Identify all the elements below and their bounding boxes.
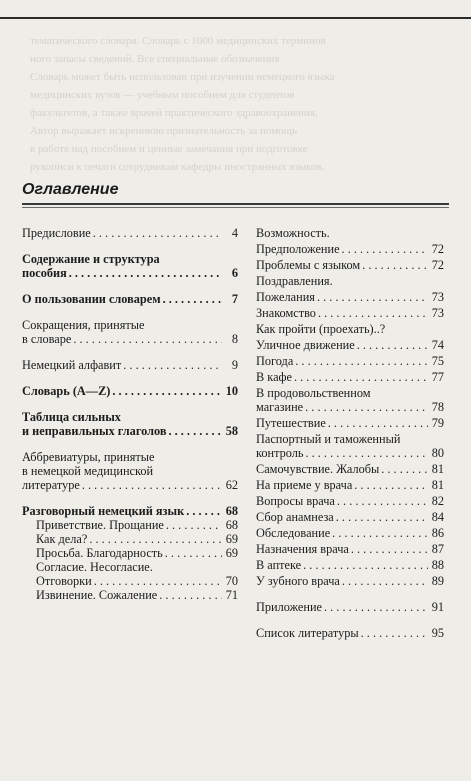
toc-entry-title: магазине xyxy=(256,400,304,414)
toc-entry[interactable] xyxy=(256,558,444,572)
leader-dots xyxy=(342,574,428,588)
toc-entry[interactable] xyxy=(22,546,238,560)
toc-entry-title: У зубного врача xyxy=(256,574,340,588)
leader-dots xyxy=(328,416,428,430)
toc-entry-title: Предисловие xyxy=(22,226,91,240)
toc-entry-title: Проблемы с языком xyxy=(256,258,361,272)
toc-entry-title: На приеме у врача xyxy=(256,478,353,492)
toc-page-number: 68 xyxy=(225,518,238,532)
leader-dots xyxy=(361,626,428,640)
toc-entry[interactable] xyxy=(256,274,444,288)
toc-page-number: 58 xyxy=(225,424,238,438)
toc-page-number: 89 xyxy=(431,574,444,588)
toc-entry[interactable] xyxy=(256,370,444,384)
toc-entry[interactable] xyxy=(256,258,444,272)
toc-page-number: 75 xyxy=(431,354,444,368)
toc-entry[interactable] xyxy=(22,574,238,588)
toc-entry[interactable] xyxy=(22,410,238,438)
toc-entry[interactable] xyxy=(22,292,238,306)
toc-page-number: 8 xyxy=(231,332,238,346)
toc-entry-title: Знакомство xyxy=(256,306,316,320)
leader-dots xyxy=(166,518,222,532)
toc-entry-title: В кафе xyxy=(256,370,292,384)
toc-entry[interactable] xyxy=(256,290,444,304)
toc-page-number: 86 xyxy=(431,526,444,540)
leader-dots xyxy=(357,338,428,352)
toc-page-number: 69 xyxy=(225,546,238,560)
toc-entry-title: Погода xyxy=(256,354,294,368)
leader-dots xyxy=(165,546,222,560)
toc-page-number: 74 xyxy=(431,338,444,352)
leader-dots xyxy=(332,526,428,540)
toc-entry-title: Немецкий алфавит xyxy=(22,358,122,372)
leader-dots xyxy=(82,478,222,492)
leader-dots xyxy=(303,558,428,572)
toc-entry-title: Приложение xyxy=(256,600,322,614)
leader-dots xyxy=(294,370,428,384)
leader-dots xyxy=(318,306,428,320)
leader-dots xyxy=(317,290,428,304)
leader-dots xyxy=(305,446,428,460)
leader-dots xyxy=(89,532,222,546)
toc-entry-title: Уличное движение xyxy=(256,338,355,352)
toc-page-number: 78 xyxy=(431,400,444,414)
toc-entry[interactable] xyxy=(256,338,444,352)
leader-dots xyxy=(73,332,222,346)
toc-page-number: 82 xyxy=(431,494,444,508)
leader-dots xyxy=(337,494,428,508)
toc-page-number: 69 xyxy=(225,532,238,546)
toc-page-number: 68 xyxy=(225,504,238,518)
toc-entry[interactable] xyxy=(22,226,238,240)
toc-page-number: 72 xyxy=(431,242,444,256)
toc-entry-title: Назначения врача xyxy=(256,542,349,556)
leader-dots xyxy=(305,400,428,414)
toc-page-number: 79 xyxy=(431,416,444,430)
toc-entry-title: Таблица сильных xyxy=(22,410,121,424)
toc-entry[interactable] xyxy=(256,416,444,430)
toc-entry-title: Извинение. Сожаление xyxy=(36,588,158,602)
leader-dots xyxy=(381,462,428,476)
header-rule xyxy=(0,17,471,19)
toc-page-number: 73 xyxy=(431,306,444,320)
toc-right-column xyxy=(256,226,444,640)
leader-dots xyxy=(94,574,222,588)
leader-dots xyxy=(336,510,428,524)
toc-entry[interactable] xyxy=(256,386,444,414)
toc-entry-title: Путешествие xyxy=(256,416,326,430)
toc-entry-title: в словаре xyxy=(22,332,72,346)
toc-entry[interactable] xyxy=(22,560,238,574)
heading-rule-thin xyxy=(22,207,449,208)
toc-entry-title: Как дела? xyxy=(36,532,88,546)
toc-entry-title: Аббревиатуры, принятые xyxy=(22,450,155,464)
toc-page-number: 7 xyxy=(231,292,238,306)
toc-entry-title: Самочувствие. Жалобы xyxy=(256,462,380,476)
toc-page-number: 73 xyxy=(431,290,444,304)
toc-entry-title: Разговорный немецкий язык xyxy=(22,504,185,518)
toc-entry-title: Предположение xyxy=(256,242,340,256)
toc-entry[interactable] xyxy=(22,358,238,372)
toc-entry-title: В продовольственном xyxy=(256,386,371,400)
toc-entry-title: литературе xyxy=(22,478,80,492)
toc-page-number: 88 xyxy=(431,558,444,572)
toc-page-number: 95 xyxy=(431,626,444,640)
heading-rule xyxy=(22,203,449,205)
toc-page-number: 84 xyxy=(431,510,444,524)
toc-entry-title: Поздравления. xyxy=(256,274,333,288)
toc-page-number: 77 xyxy=(431,370,444,384)
toc-entry[interactable] xyxy=(256,510,444,524)
toc-left-column xyxy=(22,226,238,602)
toc-entry-title: Сокращения, принятые xyxy=(22,318,145,332)
toc-entry-title: Обследование xyxy=(256,526,331,540)
leader-dots xyxy=(69,266,222,280)
toc-entry-title: Вопросы врача xyxy=(256,494,335,508)
toc-entry[interactable] xyxy=(22,252,238,280)
toc-entry[interactable] xyxy=(256,462,444,476)
toc-page-number: 91 xyxy=(431,600,444,614)
toc-page-number: 81 xyxy=(431,478,444,492)
toc-entry[interactable] xyxy=(22,588,238,602)
toc-page-number: 71 xyxy=(225,588,238,602)
toc-entry-title: Отговорки xyxy=(36,574,92,588)
toc-entry[interactable] xyxy=(256,574,444,588)
toc-page-number: 70 xyxy=(225,574,238,588)
toc-page-number: 4 xyxy=(231,226,238,240)
table-of-contents-heading: Оглавление xyxy=(22,181,119,198)
toc-entry-title: Возможность. xyxy=(256,226,330,240)
toc-entry[interactable] xyxy=(256,626,444,640)
toc-page-number: 72 xyxy=(431,258,444,272)
leader-dots xyxy=(295,354,428,368)
leader-dots xyxy=(342,242,428,256)
leader-dots xyxy=(123,358,222,372)
toc-entry-title: Приветствие. Прощание xyxy=(36,518,164,532)
book-page: тематического словаря. Словарь с 1000 медицинских терминов ного запасы сведений. Все специальные обозначения Словарь может быть использован при изучении немецкого языка медицинских вузов — учебным пособием для студентов факультетов, а также врачей практического здравоохранения. Автор выражает искреннюю признательность за помощь в работе над пособием и ценные замечания при подготовке рукописи к печати сотрудникам кафедры иностранных языков. Оглавление Предисловие . . . 4 Содержание и структура пособия . . . 6 О пользовании словарем . . . 7 Сокращения, принятые в словаре . . . 8 Немецкий алфавит . . . 9 Словарь (A—Z) . . . 10 Таблица сильных и неправильных глаголов . . . 58 Аббревиатуры, принятые в немецкой медицинской литературе . . . 62 Разговорный немецкий язык . . . 68 Приветствие. Прощание . . . 68 Как дела? . . . 69 Просьба. Благодарность . . . 69 Согласие. Несогласие. Отговорки . . . 70 Извинение. Сожаление . . . 71 Возможность. Предположение . . . 72 Проблемы с языком . . . 72 Поздравления. Пожелания . . . 73 Знакомство . . . 73 Как пройти (проехать)..? Уличное движение . . . 74 Погода . . . 75 В кафе . . . 77 В продовольственном магазине . . . 78 Путешествие . . . 79 Паспортный и таможенный контроль . . . 80 Самочувствие. Жалобы . . . 81 На приеме у врача . . . 81 Вопросы врача . . . 82 Сбор анамнеза . . . 84 Обследование . . . 86 Назначения врача . . . 87 В аптеке . . . 88 У зубного врача . . . 89 Приложение . . . 91 Список литературы . . . 95 xyxy=(0,0,471,781)
leader-dots xyxy=(168,424,222,438)
toc-page-number: 6 xyxy=(231,266,238,280)
toc-entry-title: В аптеке xyxy=(256,558,302,572)
leader-dots xyxy=(324,600,428,614)
toc-entry[interactable] xyxy=(256,354,444,368)
toc-entry-title: Просьба. Благодарность xyxy=(36,546,163,560)
toc-entry[interactable] xyxy=(22,384,238,398)
leader-dots xyxy=(354,478,428,492)
toc-entry-title: в немецкой медицинской xyxy=(22,464,154,478)
toc-page-number: 10 xyxy=(225,384,238,398)
leader-dots xyxy=(163,292,222,306)
toc-page-number: 9 xyxy=(231,358,238,372)
toc-page-number: 80 xyxy=(431,446,444,460)
toc-entry[interactable] xyxy=(22,532,238,546)
toc-entry-title: О пользовании словарем xyxy=(22,292,161,306)
toc-page-number: 62 xyxy=(225,478,238,492)
toc-entry-title: Словарь (A—Z) xyxy=(22,384,111,398)
toc-entry[interactable] xyxy=(256,226,444,240)
leader-dots xyxy=(159,588,222,602)
toc-entry-title: Пожелания xyxy=(256,290,315,304)
toc-entry-title: Согласие. Несогласие. xyxy=(36,560,153,574)
toc-entry[interactable] xyxy=(256,542,444,556)
toc-entry[interactable] xyxy=(256,526,444,540)
leader-dots xyxy=(362,258,428,272)
toc-entry[interactable] xyxy=(256,478,444,492)
toc-entry-title: пособия xyxy=(22,266,67,280)
toc-entry-title: Паспортный и таможенный xyxy=(256,432,401,446)
toc-entry[interactable] xyxy=(22,504,238,518)
toc-entry[interactable] xyxy=(256,322,444,336)
toc-entry[interactable] xyxy=(256,432,444,460)
toc-entry-title: Сбор анамнеза xyxy=(256,510,334,524)
toc-entry[interactable] xyxy=(256,494,444,508)
toc-page-number: 87 xyxy=(431,542,444,556)
toc-entry-title: Как пройти (проехать)..? xyxy=(256,322,386,336)
leader-dots xyxy=(186,504,222,518)
toc-entry[interactable] xyxy=(22,450,238,492)
leader-dots xyxy=(351,542,428,556)
leader-dots xyxy=(93,226,222,240)
toc-entry[interactable] xyxy=(256,242,444,256)
toc-entry-title: и неправильных глаголов xyxy=(22,424,167,438)
toc-page-number: 81 xyxy=(431,462,444,476)
toc-entry-title: контроль xyxy=(256,446,304,460)
leader-dots xyxy=(112,384,222,398)
toc-entry[interactable] xyxy=(256,600,444,614)
toc-entry-title: Содержание и структура xyxy=(22,252,160,266)
toc-entry[interactable] xyxy=(22,318,238,346)
toc-entry[interactable] xyxy=(256,306,444,320)
toc-entry-title: Список литературы xyxy=(256,626,359,640)
toc-entry[interactable] xyxy=(22,518,238,532)
